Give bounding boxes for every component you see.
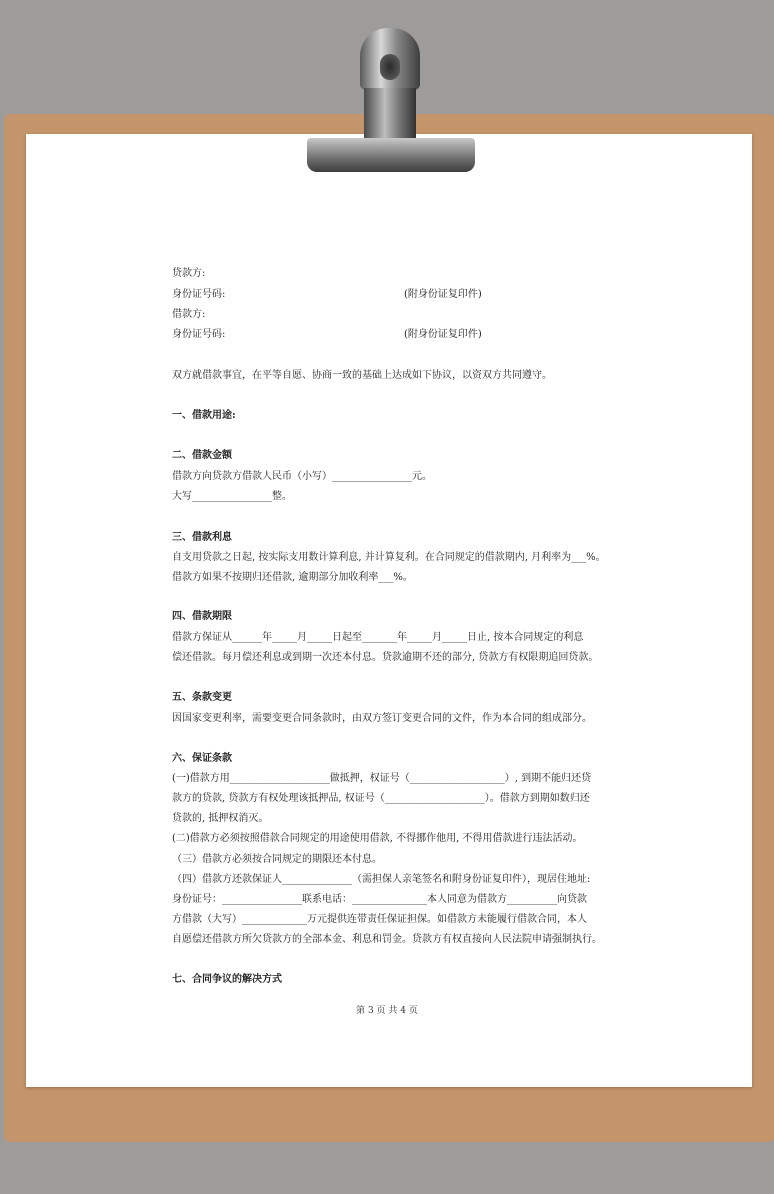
section-6-line: 贷款的, 抵押权消灭。 bbox=[172, 813, 269, 824]
section-2-line: 借款方向贷款方借款人民币（小写）________________元。 bbox=[172, 471, 432, 482]
borrower-id-label: 身份证号码: bbox=[172, 329, 226, 340]
section-3-title: 三、借款利息 bbox=[172, 532, 232, 543]
section-6-line: 自愿偿还借款方所欠贷款方的全部本金、利息和罚金。贷款方有权直接向人民法院申请强制执行。 bbox=[172, 934, 602, 945]
page-number: 第 3 页 共 4 页 bbox=[356, 1006, 418, 1016]
section-6-line: （四）借款方还款保证人______________（需担保人亲笔签名和附身份证复印件），现居住地址: bbox=[172, 874, 591, 885]
borrower-label: 借款方: bbox=[172, 309, 206, 320]
section-6-line: 款方的贷款, 贷款方有权处理该抵押品, 权证号（____________________）。借款方到期如数归还 bbox=[172, 793, 590, 804]
section-1-title: 一、借款用途: bbox=[172, 410, 236, 421]
binder-clip-hole bbox=[380, 54, 400, 80]
borrower-id-note: (附身份证复印件) bbox=[404, 329, 482, 340]
section-5-title: 五、条款变更 bbox=[172, 692, 232, 703]
lender-label: 贷款方: bbox=[172, 268, 206, 279]
section-4-line: 借款方保证从______年_____月_____日起至_______年_____月_____日止, 按本合同规定的利息 bbox=[172, 632, 584, 643]
section-4-title: 四、借款期限 bbox=[172, 611, 232, 622]
section-2-line: 大写________________整。 bbox=[172, 491, 292, 502]
section-6-line: （三）借款方必须按合同规定的期限还本付息。 bbox=[172, 854, 382, 865]
section-3-line: 自支用贷款之日起, 按实际支用数计算利息, 并计算复利。在合同规定的借款期内, 月利率为___%。 bbox=[172, 552, 606, 563]
lender-id-label: 身份证号码: bbox=[172, 289, 226, 300]
binder-clip-base bbox=[307, 138, 475, 172]
section-6-line: 身份证号：________________联系电话：_______________本人同意为借款方__________向贷款 bbox=[172, 894, 587, 905]
section-7-title: 七、合同争议的解决方式 bbox=[172, 974, 282, 985]
section-3-line: 借款方如果不按期归还借款, 逾期部分加收利率___%。 bbox=[172, 572, 413, 583]
binder-clip-neck bbox=[364, 88, 416, 140]
section-2-title: 二、借款金额 bbox=[172, 450, 232, 461]
section-4-line: 偿还借款。每月偿还利息或到期一次还本付息。贷款逾期不还的部分, 贷款方有权限期追回贷款。 bbox=[172, 652, 599, 663]
intro-paragraph: 双方就借款事宜，在平等自愿、协商一致的基础上达成如下协议，以资双方共同遵守。 bbox=[172, 370, 552, 381]
section-6-title: 六、保证条款 bbox=[172, 753, 232, 764]
section-6-line: (二)借款方必须按照借款合同规定的用途使用借款, 不得挪作他用, 不得用借款进行违法活动。 bbox=[172, 833, 583, 844]
lender-id-note: (附身份证复印件) bbox=[404, 289, 482, 300]
section-6-line: 方借款（大写）_____________万元提供连带责任保证担保。如借款方未能履行借款合同，本人 bbox=[172, 914, 587, 925]
section-6-line: (一)借款方用____________________做抵押，权证号（___________________）, 到期不能归还贷 bbox=[172, 773, 592, 784]
section-5-line: 因国家变更利率，需要变更合同条款时，由双方签订变更合同的文件，作为本合同的组成部分。 bbox=[172, 713, 592, 724]
